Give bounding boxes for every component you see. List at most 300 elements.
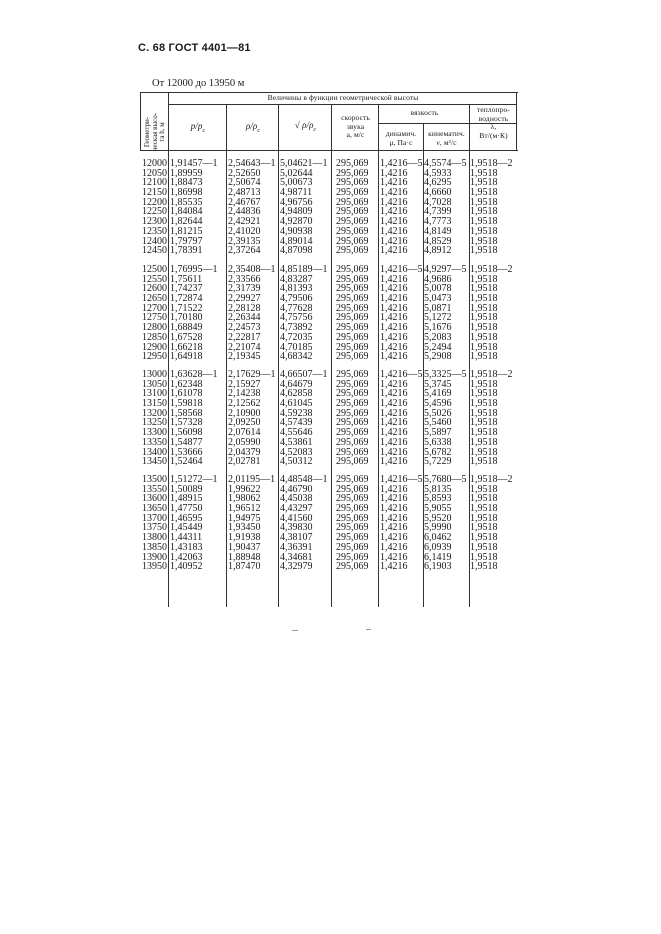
group-header: Величины в функции геометрической высоты [267, 93, 419, 102]
table-cell: 1,86998 [170, 187, 203, 199]
table-cell: 5,8593 [424, 493, 452, 505]
table-cell: 12450 [142, 245, 167, 257]
thermal-conductivity-header: теплопро- водность λ, Вт/(м·К) [476, 105, 511, 140]
table-cell: 2,41020 [228, 225, 261, 237]
p-ratio-column [170, 370, 218, 467]
table-cell: 4,55646 [280, 427, 313, 439]
table-cell: 1,9518 [470, 225, 498, 237]
table-cell: 295,069 [336, 302, 369, 314]
table-cell: 5,00673 [280, 177, 313, 189]
table-cell: 1,54877 [170, 436, 203, 448]
table-cell: 1,4216 [380, 187, 408, 199]
table-cell: 4,8912 [424, 245, 452, 257]
table-cell: 4,64679 [280, 378, 313, 390]
kinematic-viscosity-header: кинематич. ν, м²/с [428, 129, 465, 147]
table-cell: 1,4216 [380, 216, 408, 228]
p-ratio-column [170, 159, 218, 256]
rho-ratio-header: $\rho/\rho_c$ [245, 121, 261, 134]
col-rule-5 [378, 104, 379, 607]
table-cell: 295,069 [336, 235, 369, 247]
table-cell: 13200 [142, 407, 167, 419]
table-cell: 13600 [142, 493, 167, 505]
table-cell: 5,8135 [424, 483, 452, 495]
table-cell: 1,9518 [470, 351, 498, 363]
table-cell: 1,9518 [470, 312, 498, 324]
thermal-conductivity-column [470, 370, 513, 467]
table-cell: 6,0462 [424, 532, 452, 544]
table-cell: 2,21074 [228, 341, 261, 353]
table-cell: 295,069 [336, 388, 369, 400]
table-cell: 13850 [142, 541, 167, 553]
table-cell: 5,7680—5 [424, 474, 467, 485]
table-cell: 1,9518 [470, 446, 498, 458]
table-cell: 1,44311 [170, 532, 203, 544]
table-cell: 4,5933 [424, 167, 452, 179]
table-cell: 2,14238 [228, 388, 261, 400]
table-cell: 1,42063 [170, 551, 203, 563]
rho-ratio-column [228, 370, 276, 467]
table-cell: 1,94975 [228, 512, 261, 524]
table-cell: 4,38107 [280, 532, 313, 544]
table-cell: 1,9518 [470, 456, 498, 468]
sound-speed-column [336, 475, 369, 572]
table-cell: 12300 [142, 216, 167, 228]
table-cell: 2,28128 [228, 302, 261, 314]
table-cell: 1,4216—5 [380, 369, 423, 380]
table-cell: 295,069 [336, 264, 369, 275]
table-cell: 1,9518—2 [470, 474, 513, 485]
viscosity-header: вязкость [410, 108, 439, 117]
table-cell: 4,66507—1 [280, 369, 328, 380]
table-cell: 1,4216 [380, 456, 408, 468]
table-cell: 1,9518 [470, 522, 498, 534]
table-cell: 4,92870 [280, 216, 313, 228]
table-cell: 295,069 [336, 225, 369, 237]
table-cell: 1,4216 [380, 235, 408, 247]
table-cell: 4,32979 [280, 561, 313, 573]
table-cell: 5,2494 [424, 341, 452, 353]
table-cell: 1,89959 [170, 167, 203, 179]
dynamic-viscosity-column [380, 265, 423, 362]
table-cell: 1,52464 [170, 456, 203, 468]
table-cell: 4,5574—5 [424, 158, 467, 169]
table-cell: 4,89014 [280, 235, 313, 247]
table-cell: 13700 [142, 512, 167, 524]
table-cell: 295,069 [336, 446, 369, 458]
table-cell: 1,9518 [470, 388, 498, 400]
table-cell: 1,4216—5 [380, 474, 423, 485]
table-cell: 295,069 [336, 245, 369, 257]
table-cell: 12050 [142, 167, 167, 179]
page-title: С. 68 ГОСТ 4401—81 [138, 42, 251, 54]
table-cell: 2,35408—1 [228, 264, 276, 275]
table-cell: 1,76995—1 [170, 264, 218, 275]
table-cell: 295,069 [336, 378, 369, 390]
sound-speed-column [336, 265, 369, 362]
kinematic-viscosity-column [424, 159, 467, 256]
table-cell: 2,02781 [228, 456, 261, 468]
table-cell: 13500 [142, 474, 167, 485]
table-cell: 4,8149 [424, 225, 452, 237]
table-cell: 1,4216 [380, 302, 408, 314]
table-cell: 4,85189—1 [280, 264, 328, 275]
table-cell: 12100 [142, 177, 167, 189]
table-cell: 4,7028 [424, 196, 452, 208]
rho-ratio-column [228, 475, 275, 572]
p-ratio-column [170, 475, 218, 572]
table-cell: 5,9055 [424, 503, 452, 515]
table-cell: 1,85535 [170, 196, 203, 208]
table-cell: 1,4216 [380, 446, 408, 458]
table-cell: 1,9518 [470, 167, 498, 179]
thermal-conductivity-column [470, 475, 513, 572]
table-cell: 12200 [142, 196, 167, 208]
table-cell: 1,4216—5 [380, 158, 423, 169]
table-cell: 295,069 [336, 293, 369, 305]
table-cell: 4,79506 [280, 293, 313, 305]
table-cell: 1,4216 [380, 532, 408, 544]
table-cell: 1,4216 [380, 407, 408, 419]
group-header-rule [168, 104, 516, 105]
table-cell: 295,069 [336, 187, 369, 199]
rho-ratio-column [228, 159, 276, 256]
table-cell: 5,2908 [424, 351, 452, 363]
table-cell: 2,52650 [228, 167, 261, 179]
table-cell: 2,12562 [228, 398, 261, 410]
table-cell: 5,7229 [424, 456, 452, 468]
table-cell: 5,3745 [424, 378, 452, 390]
table-cell: 1,9518 [470, 532, 498, 544]
table-cell: 1,58568 [170, 407, 203, 419]
table-cell: 4,75756 [280, 312, 313, 324]
sqrt-ratio-column [280, 370, 328, 467]
table-cell: 4,6295 [424, 177, 452, 189]
table-cell: 1,50089 [170, 483, 203, 495]
table-cell: 295,069 [336, 167, 369, 179]
page-mark [292, 630, 298, 631]
header-bottom-rule [140, 150, 518, 151]
table-cell: 12150 [142, 187, 167, 199]
table-cell: 1,9518 [470, 235, 498, 247]
table-cell: 295,069 [336, 427, 369, 439]
sqrt-ratio-header: √ $\rho/\rho_c$ [294, 120, 317, 133]
sound-speed-header: скорость звука a, м/с [341, 113, 370, 139]
table-cell: 12800 [142, 322, 167, 334]
table-cell: 1,9518 [470, 483, 498, 495]
table-cell: 4,70185 [280, 341, 313, 353]
table-cell: 1,4216 [380, 341, 408, 353]
table-cell: 1,93450 [228, 522, 261, 534]
table-cell: 13650 [142, 503, 167, 515]
table-cell: 5,4596 [424, 398, 452, 410]
table-cell: 1,4216 [380, 503, 408, 515]
p-ratio-header: $p/p_c$ [190, 121, 206, 134]
table-cell: 5,0871 [424, 302, 452, 314]
altitude-column [142, 265, 167, 362]
table-cell: 1,98062 [228, 493, 261, 505]
table-cell: 1,84084 [170, 206, 203, 218]
table-cell: 295,069 [336, 273, 369, 285]
table-cell: 2,17629—1 [228, 369, 276, 380]
table-cell: 1,64918 [170, 351, 203, 363]
table-cell: 4,50312 [280, 456, 313, 468]
table-cell: 12700 [142, 302, 167, 314]
table-cell: 295,069 [336, 398, 369, 410]
table-cell: 1,4216 [380, 293, 408, 305]
table-cell: 2,44836 [228, 206, 261, 218]
table-cell: 1,4216 [380, 196, 408, 208]
table-cell: 1,9518 [470, 177, 498, 189]
table-cell: 12350 [142, 225, 167, 237]
table-cell: 2,10900 [228, 407, 261, 419]
table-cell: 1,4216 [380, 561, 408, 573]
table-cell: 6,1419 [424, 551, 452, 563]
table-cell: 4,34681 [280, 551, 313, 563]
table-cell: 4,57439 [280, 417, 313, 429]
table-cell: 295,069 [336, 216, 369, 228]
table-cell: 1,9518 [470, 493, 498, 505]
table-cell: 295,069 [336, 341, 369, 353]
table-cell: 6,1903 [424, 561, 452, 573]
table-cell: 1,4216 [380, 417, 408, 429]
table-cell: 12000 [142, 158, 167, 169]
rho-ratio-column [228, 265, 276, 362]
table-cell: 295,069 [336, 158, 369, 169]
table-cell: 295,069 [336, 522, 369, 534]
table-cell: 1,72874 [170, 293, 203, 305]
table-cell: 2,07614 [228, 427, 261, 439]
table-cell: 2,15927 [228, 378, 261, 390]
table-cell: 295,069 [336, 483, 369, 495]
table-cell: 2,05990 [228, 436, 261, 448]
table-cell: 4,9297—5 [424, 264, 467, 275]
table-cell: 2,29927 [228, 293, 261, 305]
table-cell: 13400 [142, 446, 167, 458]
col-rule-3 [278, 104, 279, 607]
table-cell: 1,91938 [228, 532, 261, 544]
table-cell: 1,9518 [470, 436, 498, 448]
p-ratio-column [170, 265, 218, 362]
table-cell: 1,57328 [170, 417, 203, 429]
table-cell: 5,3325—5 [424, 369, 467, 380]
table-cell: 5,6782 [424, 446, 452, 458]
table-cell: 1,4216 [380, 245, 408, 257]
table-cell: 295,069 [336, 322, 369, 334]
table-cell: 1,9518—2 [470, 158, 513, 169]
table-cell: 12650 [142, 293, 167, 305]
table-cell: 4,81393 [280, 283, 313, 295]
table-cell: 1,4216 [380, 322, 408, 334]
table-cell: 2,54643—1 [228, 158, 276, 169]
kinematic-viscosity-column [424, 475, 467, 572]
table-cell: 4,90938 [280, 225, 313, 237]
table-cell: 4,41560 [280, 512, 313, 524]
table-cell: 1,4216 [380, 388, 408, 400]
table-cell: 295,069 [336, 206, 369, 218]
table-cell: 4,6660 [424, 187, 452, 199]
table-cell: 295,069 [336, 331, 369, 343]
table-cell: 1,88948 [228, 551, 261, 563]
table-cell: 1,4216 [380, 225, 408, 237]
table-cell: 1,9518—2 [470, 264, 513, 275]
table-cell: 295,069 [336, 456, 369, 468]
dynamic-viscosity-column [380, 475, 423, 572]
table-cell: 5,0473 [424, 293, 452, 305]
table-cell: 1,4216 [380, 167, 408, 179]
table-cell: 12500 [142, 264, 167, 275]
table-cell: 1,4216 [380, 351, 408, 363]
col-rule-1 [168, 92, 169, 607]
table-cell: 12900 [142, 341, 167, 353]
table-cell: 1,68849 [170, 322, 203, 334]
table-cell: 2,39135 [228, 235, 261, 247]
table-cell: 1,9518 [470, 407, 498, 419]
table-cell: 2,22817 [228, 331, 261, 343]
table-cell: 2,46767 [228, 196, 261, 208]
table-cell: 1,62348 [170, 378, 203, 390]
table-cell: 5,5460 [424, 417, 452, 429]
table-cell: 295,069 [336, 196, 369, 208]
table-cell: 1,4216—5 [380, 264, 423, 275]
thermal-conductivity-column [470, 159, 513, 256]
table-cell: 295,069 [336, 177, 369, 189]
table-cell: 4,52083 [280, 446, 313, 458]
table-cell: 13750 [142, 522, 167, 534]
table-cell: 1,9518 [470, 512, 498, 524]
table-cell: 1,43183 [170, 541, 203, 553]
table-cell: 5,02644 [280, 167, 313, 179]
table-cell: 1,4216 [380, 378, 408, 390]
table-cell: 1,9518 [470, 398, 498, 410]
table-cell: 1,9518 [470, 216, 498, 228]
col-rule-2 [226, 104, 227, 607]
table-cell: 1,99622 [228, 483, 261, 495]
table-cell: 5,6338 [424, 436, 452, 448]
table-cell: 13050 [142, 378, 167, 390]
sqrt-ratio-column [280, 159, 328, 256]
table-cell: 2,09250 [228, 417, 261, 429]
altitude-header: Геометри- ческая высо- та h, м [142, 112, 166, 152]
table-cell: 1,9518 [470, 561, 498, 573]
table-cell: 4,61045 [280, 398, 313, 410]
table-cell: 1,9518 [470, 302, 498, 314]
table-cell: 4,7773 [424, 216, 452, 228]
table-cell: 1,88473 [170, 177, 203, 189]
table-cell: 2,04379 [228, 446, 261, 458]
table-cell: 1,4216 [380, 436, 408, 448]
table-cell: 4,45038 [280, 493, 313, 505]
thermal-conductivity-column [470, 265, 513, 362]
table-cell: 13100 [142, 388, 167, 400]
table-cell: 295,069 [336, 561, 369, 573]
table-cell: 1,4216 [380, 551, 408, 563]
table-cell: 1,4216 [380, 541, 408, 553]
kinematic-viscosity-column [424, 370, 467, 467]
table-cell: 4,48548—1 [280, 474, 328, 485]
table-cell: 1,4216 [380, 398, 408, 410]
sqrt-ratio-column [280, 475, 328, 572]
table-cell: 12600 [142, 283, 167, 295]
table-cell: 13000 [142, 369, 167, 380]
table-cell: 1,96512 [228, 503, 261, 515]
table-cell: 1,9518 [470, 417, 498, 429]
table-cell: 1,4216 [380, 493, 408, 505]
table-cell: 5,2083 [424, 331, 452, 343]
table-cell: 295,069 [336, 283, 369, 295]
table-cell: 4,68342 [280, 351, 313, 363]
table-cell: 4,9686 [424, 273, 452, 285]
table-cell: 1,4216 [380, 273, 408, 285]
table-cell: 1,91457—1 [170, 158, 218, 169]
table-cell: 1,70180 [170, 312, 203, 324]
table-cell: 1,74237 [170, 283, 203, 295]
table-cell: 4,96756 [280, 196, 313, 208]
table-cell: 295,069 [336, 312, 369, 324]
sqrt-ratio-column [280, 265, 328, 362]
table-cell: 295,069 [336, 532, 369, 544]
table-cell: 1,4216 [380, 312, 408, 324]
table-cell: 5,1676 [424, 322, 452, 334]
table-cell: 1,63628—1 [170, 369, 218, 380]
table-cell: 1,9518 [470, 322, 498, 334]
table-cell: 12950 [142, 351, 167, 363]
table-cell: 5,4169 [424, 388, 452, 400]
table-cell: 4,87098 [280, 245, 313, 257]
table-cell: 13150 [142, 398, 167, 410]
table-cell: 4,72035 [280, 331, 313, 343]
table-cell: 5,9990 [424, 522, 452, 534]
table-cell: 1,4216 [380, 522, 408, 534]
table-cell: 4,46790 [280, 483, 313, 495]
table-cell: 4,59238 [280, 407, 313, 419]
table-cell: 13950 [142, 561, 167, 573]
table-cell: 1,9518 [470, 245, 498, 257]
table-cell: 1,4216 [380, 206, 408, 218]
table-cell: 295,069 [336, 417, 369, 429]
table-cell: 5,1272 [424, 312, 452, 324]
table-cell: 4,73892 [280, 322, 313, 334]
table-cell: 5,5897 [424, 427, 452, 439]
col-rule-0 [140, 92, 141, 150]
table-cell: 1,71522 [170, 302, 203, 314]
table-cell: 5,0078 [424, 283, 452, 295]
table-cell: 1,9518 [470, 206, 498, 218]
table-cell: 1,9518 [470, 341, 498, 353]
table-cell: 1,40952 [170, 561, 203, 573]
table-cell: 1,9518 [470, 541, 498, 553]
table-cell: 1,82644 [170, 216, 203, 228]
table-cell: 6,0939 [424, 541, 452, 553]
table-cell: 1,9518 [470, 283, 498, 295]
table-cell: 2,50674 [228, 177, 261, 189]
table-cell: 12750 [142, 312, 167, 324]
altitude-column [142, 370, 167, 467]
table-cell: 2,01195—1 [228, 474, 276, 485]
table-cell: 1,9518 [470, 331, 498, 343]
table-cell: 1,4216 [380, 512, 408, 524]
table-cell: 295,069 [336, 551, 369, 563]
table-cell: 1,75611 [170, 273, 203, 285]
table-cell: 295,069 [336, 474, 369, 485]
table-cell: 4,39830 [280, 522, 313, 534]
table-cell: 13450 [142, 456, 167, 468]
table-cell: 1,51272—1 [170, 474, 218, 485]
table-cell: 13300 [142, 427, 167, 439]
page-mark [366, 629, 371, 630]
table-cell: 1,9518 [470, 503, 498, 515]
table-cell: 295,069 [336, 541, 369, 553]
table-cell: 1,81215 [170, 225, 203, 237]
